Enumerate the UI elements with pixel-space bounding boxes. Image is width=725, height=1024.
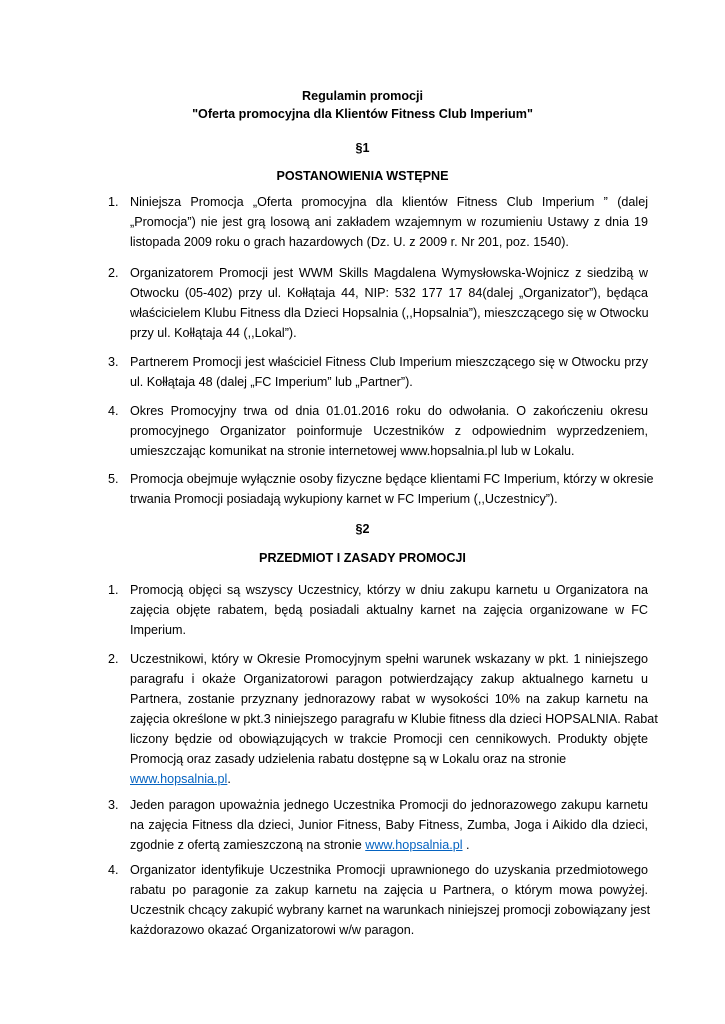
line-prefix: zgodnie z ofertą zamieszczoną na stronie xyxy=(130,838,366,852)
item-number: 3. xyxy=(108,355,119,369)
item-line: przy ul. Kołłątaja 44 (,,Lokal”). xyxy=(130,326,297,340)
item-number: 1. xyxy=(108,195,119,209)
hopsalnia-link[interactable]: www.hopsalnia.pl xyxy=(130,772,228,786)
section-2-sign: §2 xyxy=(355,522,370,536)
item-number: 2. xyxy=(108,266,119,280)
section-2-heading: PRZEDMIOT I ZASADY PROMOCJI xyxy=(259,551,466,565)
item-line: umieszczając komunikat na stronie internetowej www.hopsalnia.pl lub w Lokalu. xyxy=(130,444,575,458)
link-suffix: . xyxy=(462,838,470,852)
item-line: rabatu po paragonie za zakup karnetu na zajęcia u Partnera, o którym mowa powyżej. xyxy=(130,883,648,897)
item-line: Jeden paragon upoważnia jednego Uczestnika Promocji do jednorazowego zakupu karnetu xyxy=(130,798,648,812)
item-line: Promocja obejmuje wyłącznie osoby fizyczne będące klientami FC Imperium, którzy w okresie xyxy=(130,472,654,486)
link-suffix: . xyxy=(227,772,231,786)
document-subtitle: "Oferta promocyjna dla Klientów Fitness Club Imperium" xyxy=(192,107,533,121)
item-line: Imperium. xyxy=(130,623,186,637)
item-line xyxy=(130,772,231,786)
item-line: Promocją objęci są wszyscy Uczestnicy, którzy w dniu zakupu karnetu u Organizatora na xyxy=(130,583,648,597)
item-number: 1. xyxy=(108,583,119,597)
item-line xyxy=(130,838,470,852)
section-1-heading: POSTANOWIENIA WSTĘPNE xyxy=(276,169,449,183)
item-line: Organizatorem Promocji jest WWM Skills Magdalena Wymysłowska-Wojnicz z siedzibą w xyxy=(130,266,648,280)
section-1-sign: §1 xyxy=(355,141,370,155)
item-line: liczony będzie od obowiązujących w trakcie Promocji cen cennikowych. Produkty objęte xyxy=(130,732,648,746)
item-number: 4. xyxy=(108,404,119,418)
item-line: Niniejsza Promocja „Oferta promocyjna dla klientów Fitness Club Imperium ” (dalej xyxy=(130,195,648,209)
item-line: Otwocku (05-402) przy ul. Kołłątaja 44, NIP: 532 177 17 84(dalej „Organizator”), będąca xyxy=(130,286,648,300)
hopsalnia-link[interactable]: www.hopsalnia.pl xyxy=(365,838,463,852)
item-line: Promocją oraz zasady udzielenia rabatu dostępne są w Lokalu oraz na stronie xyxy=(130,752,567,766)
item-line: każdorazowo okazać Organizatorowi w/w paragon. xyxy=(130,923,415,937)
item-line: właścicielem Klubu Fitness dla Dzieci Hopsalnia (,,Hopsalnia”), mieszczącego się w Otwocku xyxy=(130,306,649,320)
item-number: 5. xyxy=(108,472,119,486)
item-line: paragrafu i okaże Organizatorowi paragon potwierdzający zakup aktualnego karnetu u xyxy=(130,672,648,686)
item-number: 2. xyxy=(108,652,119,666)
item-line: listopada 2009 roku o grach hazardowych (Dz. U. z 2009 r. Nr 201, poz. 1540). xyxy=(130,235,569,249)
document-title: Regulamin promocji xyxy=(301,89,424,103)
item-number: 4. xyxy=(108,863,119,877)
item-line: trwania Promocji posiadają wykupiony karnet w FC Imperium (,,Uczestnicy”). xyxy=(130,492,558,506)
item-line: zajęcia określone w pkt.3 niniejszego paragrafu w Klubie fitness dla dzieci HOPSALNIA. Rabat xyxy=(130,712,658,726)
item-line: na zajęcia Fitness dla dzieci, Junior Fitness, Baby Fitness, Zumba, Joga i Aikido dla dzieci, xyxy=(130,818,648,832)
item-number: 3. xyxy=(108,798,119,812)
item-line: promocyjnego Organizator poinformuje Uczestników z odpowiednim wyprzedzeniem, xyxy=(130,424,648,438)
item-line: Uczestnik chcący zakupić wybrany karnet na warunkach niniejszej promocji zobowiązany jest xyxy=(130,903,651,917)
item-line: ul. Kołłątaja 48 (dalej „FC Imperium” lub „Partner”). xyxy=(130,375,413,389)
item-line: Uczestnikowi, który w Okresie Promocyjnym spełni warunek wskazany w pkt. 1 niniejszego xyxy=(130,652,648,666)
item-line: Partnerem Promocji jest właściciel Fitness Club Imperium mieszczącego się w Otwocku przy xyxy=(130,355,648,369)
item-line: Okres Promocyjny trwa od dnia 01.01.2016 roku do odwołania. O zakończeniu okresu xyxy=(130,404,648,418)
item-line: zajęcia objęte rabatem, będą posiadali aktualny karnet na zajęcia organizowane w FC xyxy=(130,603,648,617)
item-line: Partnera, zostanie przyznany jednorazowy rabat w wysokości 10% na zakup karnetu na xyxy=(130,692,648,706)
item-line: „Promocja”) nie jest grą losową ani zakładem wzajemnym w rozumieniu Ustawy z dnia 19 xyxy=(130,215,648,229)
item-line: Organizator identyfikuje Uczestnika Promocji uprawnionego do uzyskania przedmiotowego xyxy=(130,863,648,877)
